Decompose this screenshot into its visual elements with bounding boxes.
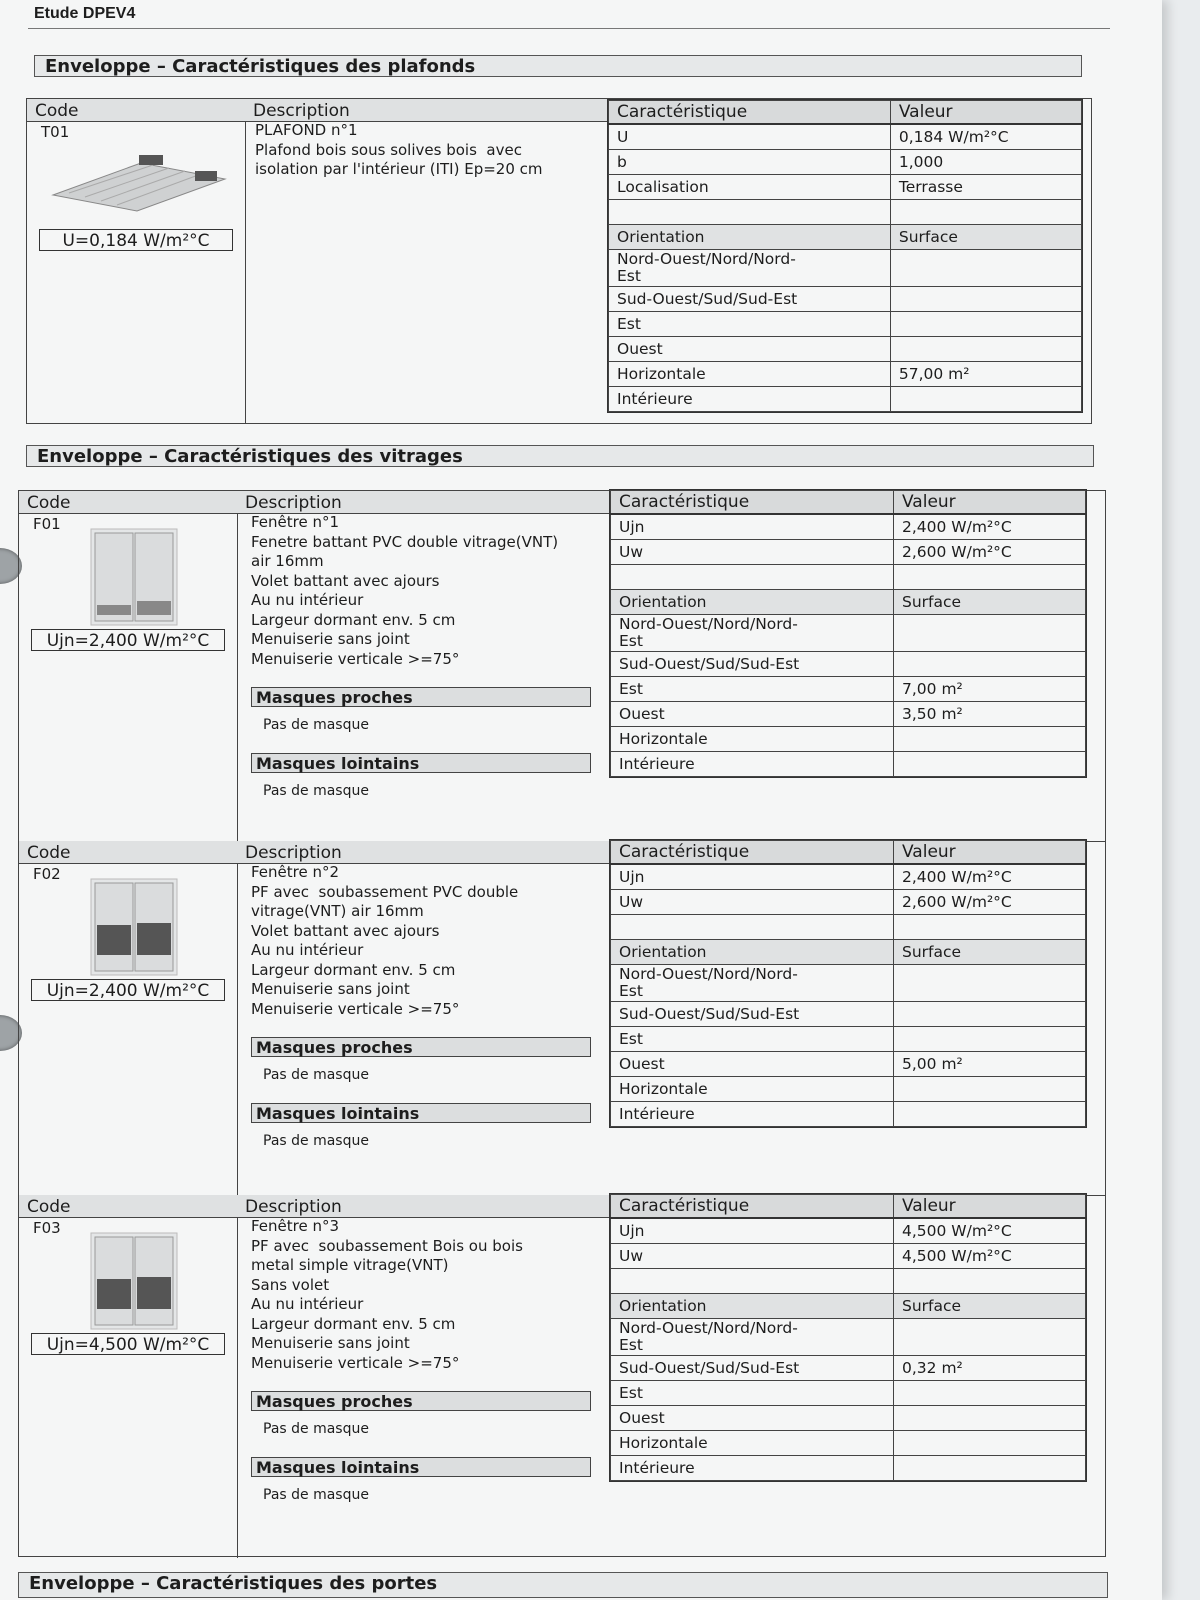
characteristics-table	[609, 1193, 1087, 1482]
characteristic-cell	[611, 565, 894, 590]
table-row	[611, 1431, 1086, 1456]
table-row	[611, 1244, 1086, 1269]
masques-proches-value: Pas de masque	[263, 717, 369, 733]
table-row	[609, 312, 1082, 337]
table-row	[609, 175, 1082, 200]
characteristic-cell: Intérieure	[609, 387, 891, 412]
table-row	[611, 565, 1086, 590]
value-cell	[894, 965, 1086, 1002]
valeur-header: Valeur	[894, 841, 1086, 865]
characteristic-cell: Horizontale	[611, 1077, 894, 1102]
table-row	[611, 915, 1086, 940]
value-cell: 5,00 m²	[894, 1052, 1086, 1077]
window-entry-f02	[19, 841, 1105, 1196]
value-cell	[894, 1077, 1086, 1102]
characteristic-cell: Est	[609, 312, 891, 337]
characteristic-cell: Intérieure	[611, 752, 894, 777]
characteristic-cell: Orientation	[611, 940, 894, 965]
characteristic-cell: b	[609, 150, 891, 175]
value-cell	[894, 615, 1086, 652]
vitrages-block	[18, 490, 1106, 1557]
table-row	[611, 1294, 1086, 1319]
value-cell	[894, 1319, 1086, 1356]
header-rule	[28, 28, 1110, 29]
characteristic-cell: Horizontale	[611, 727, 894, 752]
code-column	[27, 99, 246, 423]
table-row	[611, 1456, 1086, 1481]
code-value: F01	[33, 515, 61, 533]
table-row	[611, 677, 1086, 702]
value-cell	[890, 312, 1081, 337]
characteristic-cell: Orientation	[611, 1294, 894, 1319]
value-cell	[894, 1381, 1086, 1406]
value-cell: 2,400 W/m²°C	[894, 864, 1086, 890]
table-row	[611, 1027, 1086, 1052]
caracteristique-header: Caractéristique	[611, 491, 894, 515]
value-cell	[894, 1406, 1086, 1431]
masques-proches-value: Pas de masque	[263, 1067, 369, 1083]
table-row	[611, 1319, 1086, 1356]
characteristic-cell: Uw	[611, 540, 894, 565]
table-row	[611, 965, 1086, 1002]
characteristic-cell: Ouest	[611, 1052, 894, 1077]
value-cell: Surface	[894, 590, 1086, 615]
masques-proches-heading: Masques proches	[251, 1037, 591, 1057]
characteristic-cell: Localisation	[609, 175, 891, 200]
code-column	[19, 841, 238, 1195]
table-row	[611, 1269, 1086, 1294]
table-row	[611, 615, 1086, 652]
masques-lointains-heading: Masques lointains	[251, 1457, 591, 1477]
characteristic-cell: Uw	[611, 1244, 894, 1269]
description-text: Fenêtre n°1 Fenetre battant PVC double vitrage(VNT) air 16mm Volet battant avec ajours Au nu intérieur Largeur dormant env. 5 cm Menuiserie sans joint Menuiserie verticale >=75°	[251, 513, 559, 668]
description-header: Description	[245, 99, 607, 122]
characteristic-cell: Est	[611, 1027, 894, 1052]
value-cell	[894, 652, 1086, 677]
characteristic-cell: Intérieure	[611, 1456, 894, 1481]
value-cell: 2,400 W/m²°C	[894, 514, 1086, 540]
characteristic-cell: Orientation	[609, 225, 891, 250]
code-header: Code	[19, 491, 237, 514]
ceiling-thumbnail	[49, 153, 229, 215]
value-cell	[894, 1269, 1086, 1294]
value-cell	[890, 287, 1081, 312]
value-cell	[894, 1102, 1086, 1127]
characteristic-cell: Ujn	[611, 864, 894, 890]
description-header: Description	[237, 491, 613, 514]
value-cell	[890, 337, 1081, 362]
table-row	[611, 1002, 1086, 1027]
table-row	[611, 1381, 1086, 1406]
valeur-header: Valeur	[894, 491, 1086, 515]
characteristic-cell: Ujn	[611, 514, 894, 540]
section-heading-portes: Enveloppe – Caractéristiques des portes	[18, 1572, 1108, 1598]
characteristic-cell: Nord-Ouest/Nord/Nord- Est	[611, 615, 894, 652]
table-row	[611, 1052, 1086, 1077]
characteristic-cell: U	[609, 124, 891, 150]
caracteristique-header: Caractéristique	[611, 841, 894, 865]
table-row	[611, 702, 1086, 727]
u-value-box: Ujn=4,500 W/m²°C	[31, 1333, 225, 1355]
characteristic-cell: Sud-Ouest/Sud/Sud-Est	[611, 1356, 894, 1381]
code-header: Code	[27, 99, 245, 122]
value-cell: 2,600 W/m²°C	[894, 890, 1086, 915]
masques-proches-value: Pas de masque	[263, 1421, 369, 1437]
description-header: Description	[237, 841, 613, 864]
window-thumbnail	[89, 877, 179, 977]
characteristic-cell	[611, 915, 894, 940]
code-value: F03	[33, 1219, 61, 1237]
valeur-header: Valeur	[890, 101, 1081, 125]
code-column	[19, 491, 238, 841]
value-cell	[894, 565, 1086, 590]
characteristic-cell: Nord-Ouest/Nord/Nord- Est	[611, 1319, 894, 1356]
table-row	[611, 727, 1086, 752]
section-heading-vitrages: Enveloppe – Caractéristiques des vitrages	[26, 445, 1094, 467]
value-cell	[894, 727, 1086, 752]
code-value: T01	[41, 123, 70, 141]
window-thumbnail	[89, 1231, 179, 1331]
value-cell: 4,500 W/m²°C	[894, 1244, 1086, 1269]
table-row	[609, 287, 1082, 312]
u-value-box: Ujn=2,400 W/m²°C	[31, 979, 225, 1001]
characteristic-cell: Est	[611, 1381, 894, 1406]
characteristic-cell: Uw	[611, 890, 894, 915]
table-header-row	[611, 491, 1086, 515]
value-cell	[894, 1456, 1086, 1481]
masques-lointains-heading: Masques lointains	[251, 753, 591, 773]
masques-lointains-value: Pas de masque	[263, 1487, 369, 1503]
code-value: F02	[33, 865, 61, 883]
description-column	[237, 1195, 613, 1558]
characteristic-cell: Intérieure	[611, 1102, 894, 1127]
value-cell	[894, 1431, 1086, 1456]
description-text: Fenêtre n°3 PF avec soubassement Bois ou bois metal simple vitrage(VNT) Sans volet Au nu intérieur Largeur dormant env. 5 cm Menuiserie sans joint Menuiserie verticale >=75°	[251, 1217, 523, 1372]
table-row	[611, 940, 1086, 965]
characteristics-table	[607, 99, 1083, 413]
characteristic-cell: Ouest	[611, 702, 894, 727]
value-cell: 0,32 m²	[894, 1356, 1086, 1381]
table-row	[609, 337, 1082, 362]
value-cell: Terrasse	[890, 175, 1081, 200]
code-header: Code	[19, 1195, 237, 1218]
table-row	[609, 387, 1082, 412]
masques-lointains-value: Pas de masque	[263, 783, 369, 799]
masques-lointains-heading: Masques lointains	[251, 1103, 591, 1123]
characteristics-table	[609, 489, 1087, 778]
table-row	[611, 752, 1086, 777]
u-value-box: U=0,184 W/m²°C	[39, 229, 233, 251]
value-cell	[894, 752, 1086, 777]
description-header: Description	[237, 1195, 613, 1218]
masques-lointains-value: Pas de masque	[263, 1133, 369, 1149]
table-row	[609, 150, 1082, 175]
value-cell: 57,00 m²	[890, 362, 1081, 387]
table-row	[611, 590, 1086, 615]
caracteristique-header: Caractéristique	[609, 101, 891, 125]
table-row	[609, 362, 1082, 387]
table-header-row	[611, 1195, 1086, 1219]
characteristic-cell: Est	[611, 677, 894, 702]
masques-proches-heading: Masques proches	[251, 687, 591, 707]
value-cell: 2,600 W/m²°C	[894, 540, 1086, 565]
description-column	[245, 99, 607, 423]
table-row	[611, 1077, 1086, 1102]
window-entry-f01	[19, 491, 1105, 842]
plafond-block	[26, 98, 1092, 424]
value-cell: 0,184 W/m²°C	[890, 124, 1081, 150]
table-row	[611, 514, 1086, 540]
description-column	[237, 491, 613, 841]
characteristic-cell: Ouest	[611, 1406, 894, 1431]
window-thumbnail	[89, 527, 179, 627]
characteristic-cell: Sud-Ouest/Sud/Sud-Est	[609, 287, 891, 312]
value-cell: 4,500 W/m²°C	[894, 1218, 1086, 1244]
characteristic-cell	[609, 200, 891, 225]
characteristic-cell: Sud-Ouest/Sud/Sud-Est	[611, 1002, 894, 1027]
value-cell	[890, 387, 1081, 412]
characteristic-cell: Sud-Ouest/Sud/Sud-Est	[611, 652, 894, 677]
valeur-header: Valeur	[894, 1195, 1086, 1219]
table-row	[611, 1102, 1086, 1127]
characteristic-cell: Ujn	[611, 1218, 894, 1244]
value-cell	[894, 915, 1086, 940]
code-column	[19, 1195, 238, 1558]
characteristic-cell: Nord-Ouest/Nord/Nord- Est	[611, 965, 894, 1002]
table-header-row	[609, 101, 1082, 125]
window-entry-f03	[19, 1195, 1105, 1558]
table-row	[609, 124, 1082, 150]
description-text: Fenêtre n°2 PF avec soubassement PVC double vitrage(VNT) air 16mm Volet battant avec ajours Au nu intérieur Largeur dormant env. 5 cm Menuiserie sans joint Menuiserie verticale >=75°	[251, 863, 519, 1018]
characteristic-cell: Horizontale	[611, 1431, 894, 1456]
characteristic-cell: Horizontale	[609, 362, 891, 387]
value-cell: 1,000	[890, 150, 1081, 175]
table-row	[611, 890, 1086, 915]
value-cell: 3,50 m²	[894, 702, 1086, 727]
code-header: Code	[19, 841, 237, 864]
document-title: Etude DPEV4	[34, 5, 136, 22]
table-row	[611, 652, 1086, 677]
masques-proches-heading: Masques proches	[251, 1391, 591, 1411]
value-cell	[890, 250, 1081, 287]
table-row	[611, 540, 1086, 565]
u-value-box: Ujn=2,400 W/m²°C	[31, 629, 225, 651]
table-row	[609, 225, 1082, 250]
value-cell	[894, 1027, 1086, 1052]
table-row	[609, 200, 1082, 225]
table-row	[609, 250, 1082, 287]
caracteristique-header: Caractéristique	[611, 1195, 894, 1219]
table-header-row	[611, 841, 1086, 865]
table-row	[611, 1406, 1086, 1431]
characteristic-cell: Ouest	[609, 337, 891, 362]
value-cell: Surface	[890, 225, 1081, 250]
characteristic-cell	[611, 1269, 894, 1294]
section-heading-plafonds: Enveloppe – Caractéristiques des plafonds	[34, 55, 1082, 77]
description-text: PLAFOND n°1 Plafond bois sous solives bois avec isolation par l'intérieur (ITI) Ep=20 cm	[255, 121, 543, 178]
table-row	[611, 1218, 1086, 1244]
characteristic-cell: Nord-Ouest/Nord/Nord- Est	[609, 250, 891, 287]
description-column	[237, 841, 613, 1195]
value-cell	[890, 200, 1081, 225]
value-cell	[894, 1002, 1086, 1027]
value-cell: Surface	[894, 1294, 1086, 1319]
table-row	[611, 864, 1086, 890]
characteristic-cell: Orientation	[611, 590, 894, 615]
table-row	[611, 1356, 1086, 1381]
characteristics-table	[609, 839, 1087, 1128]
value-cell: 7,00 m²	[894, 677, 1086, 702]
value-cell: Surface	[894, 940, 1086, 965]
